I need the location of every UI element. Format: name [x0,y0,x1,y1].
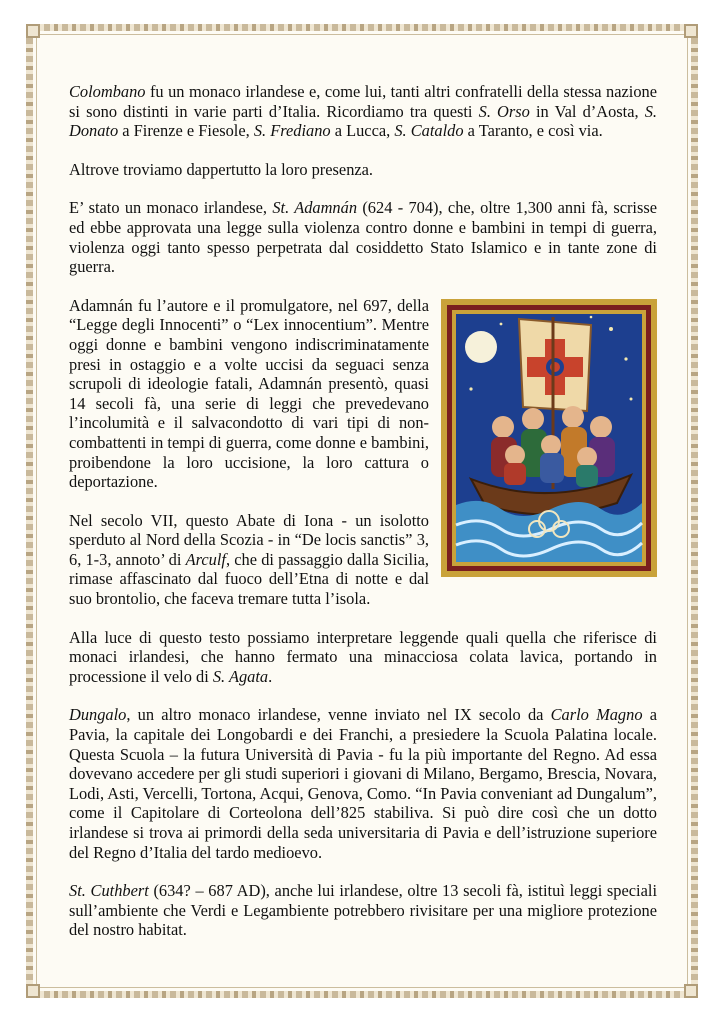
text-run: Altrove troviamo dappertutto la loro presenza. [69,159,374,179]
paragraph [69,160,657,180]
text-run: in Val d’Aosta, [529,101,645,121]
corner-ornament [26,24,40,38]
italic-name: Dungalo [69,705,127,725]
paragraph [69,628,657,687]
celtic-monks-boat-illustration [441,299,657,577]
article-body [69,82,657,959]
corner-ornament [26,984,40,998]
text-run: . [268,666,273,686]
paragraph [69,881,657,940]
italic-name: S. Donato [69,101,658,141]
italic-name: S. Orso [478,101,530,121]
paragraph [69,296,657,492]
moon-icon [465,331,497,363]
italic-name: Arculf [185,549,226,569]
corner-ornament [684,24,698,38]
italic-name: S. Cataldo [394,121,464,141]
text-run: a Pavia, la capitale dei Longobardi e dei Franchi, a presiedere la Scuola Palatina locale. Questa Scuola – la futura Università di Pavia - fu la più importante del Regno. Ad essa dovevano accedere per gli studi superiori i giovani di Milano, Bergamo, Brescia, Novara, Lodi, Asti, Vercelli, Tortona, Acqui, Genova, Como. “In Pavia conveniant ad Dungalum”, come il Capitolare di Corteolona dell’825 stabiliva. Si può dire così che un dotto irlandese si trova ai primordi della seda universitaria di Pavia e dell’istruzione superiore del Regno d’Italia del tardo medioevo. [69,705,658,862]
italic-name: Carlo Magno [550,705,643,725]
paragraph [69,198,657,276]
paragraph [69,82,657,141]
text-run: , un altro monaco irlandese, venne inviato nel IX secolo da [126,705,551,725]
italic-name: St. Cuthbert [69,881,149,901]
text-run: (624 - 704), che, oltre 1,300 anni fà, scrisse ed ebbe approvata una legge sulla violenza contro donne e bambini in tempi di guerra, violenza oggi tanto spesso perpetrata dal cosiddetto Stato Islamico e in tante zone di guerra. [69,198,658,277]
text-run: (634? – 687 AD), anche lui irlandese, oltre 13 secoli fà, istituì leggi speciali sull’ambiente che Verdi e Legambiente potrebbero rivisitare per una migliore protezione del nostro habitat. [69,881,657,940]
text-run: fu un monaco irlandese e, come lui, tanti altri confratelli della stessa nazione si sono distinti in varie parti d’Italia. Ricordiamo tra questi [69,82,657,121]
italic-name: S. Agata [212,666,269,686]
text-run: E’ stato un monaco irlandese, [69,198,273,218]
text-run: , che di passaggio dalla Sicilia, rimase affascinato dal fuoco dell’Etna di notte e dal suo brontolio, che faceva tremare tutta l’isola. [69,549,429,609]
text-run: Adamnán fu l’autore e il promulgatore, nel 697, della “Legge degli Innocenti” o “Lex innocentium”. Mentre oggi donne e bambini vengono indiscriminatamente presi in ostaggio e a volte uccisi da seguaci senza scrupoli di ideologie fatali, Adamnán presentò, quasi 14 secoli fà, una serie di leggi che prevedevano l’incolumità e il salvacondotto di vari tipi di non-combattenti in tempi di guerra, come donne e bambini, proibendone la loro uccisione, la loro cattura o deportazione. [69,295,429,492]
paragraph [69,705,657,862]
text-run: Nel secolo VII, questo Abate di Iona - un isolotto sperduto al Nord della Scozia - in “De locis sanctis” 3, 6, 1-3, annoto’ di [69,510,429,569]
italic-name: S. Frediano [253,121,331,141]
corner-ornament [684,984,698,998]
text-run: a Firenze e Fiesole, [118,121,254,141]
text-run: a Taranto, e così via. [463,121,603,141]
text-run: a Lucca, [330,121,395,141]
italic-name: St. Adamnán [272,198,358,218]
text-run: Alla luce di questo testo possiamo interpretare leggende quali quella che riferisce di monaci irlandesi, che hanno fermato una minacciosa colata lavica, portando in processione il velo di [69,627,657,686]
italic-name: Colombano [69,82,146,101]
